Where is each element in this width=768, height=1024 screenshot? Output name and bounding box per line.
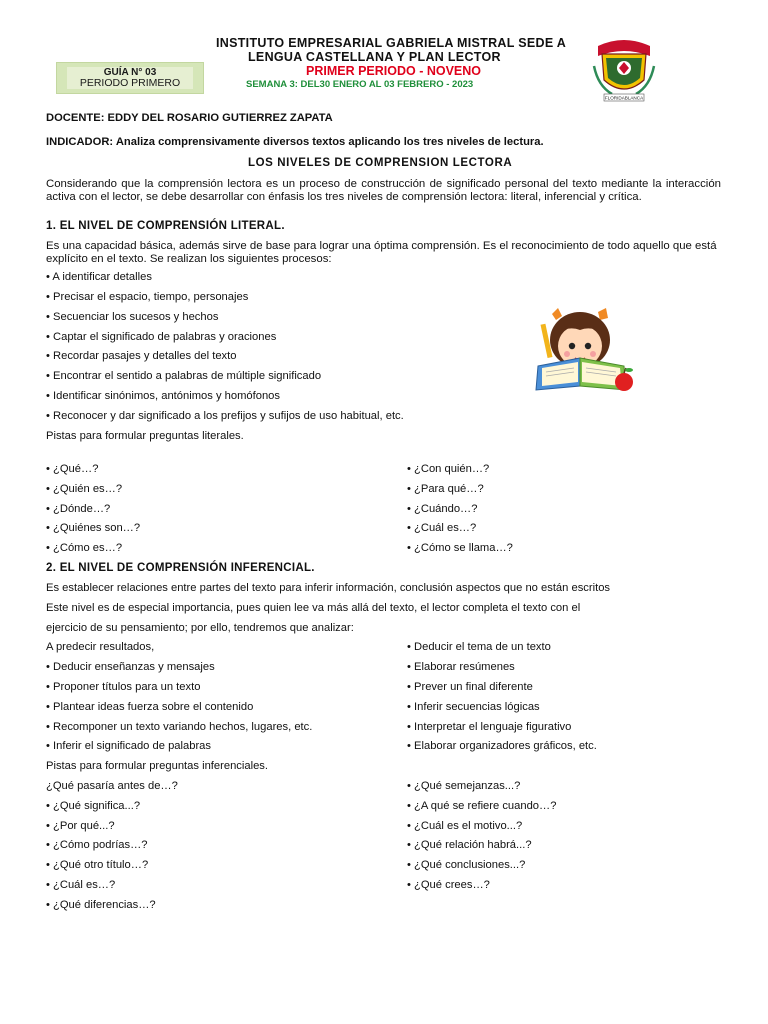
inferencial-question: • ¿Qué significa...? [46, 800, 141, 812]
literal-description: Es una capacidad básica, además sirve de base para lograr una óptima comprensión. Es el reconocimiento de todo aquello que está explícito en el texto. Se realizan los siguientes procesos: [46, 240, 717, 265]
inferencial-question: • ¿Qué semejanzas...? [407, 780, 521, 792]
inferencial-item: • Recomponer un texto variando hechos, lugares, etc. [46, 721, 313, 733]
inferencial-question: • ¿Cómo podrías…? [46, 839, 148, 851]
guia-number: GUÍA N° 03 [103, 67, 157, 78]
section-literal-number: 1 [46, 220, 53, 232]
girl-reading-illustration [530, 306, 642, 396]
literal-item: • Encontrar el sentido a palabras de múltiple significado [46, 370, 322, 382]
indicador-value: Analiza comprensivamente diversos textos aplicando los tres niveles de lectura. [115, 136, 544, 148]
main-title: LOS NIVELES DE COMPRENSION LECTORA [248, 157, 513, 169]
inferencial-question: • ¿Qué otro título…? [46, 859, 149, 871]
inferencial-description: ejercicio de su pensamiento; por ello, tendremos que analizar: [46, 622, 354, 634]
literal-item: • Precisar el espacio, tiempo, personajes [46, 291, 249, 303]
literal-item: • Reconocer y dar significado a los prefijos y sufijos de uso habitual, etc. [46, 410, 404, 422]
literal-question: • ¿Dónde…? [46, 503, 111, 515]
inferencial-question: • ¿Qué crees…? [407, 879, 490, 891]
literal-pistas: Pistas para formular preguntas literales. [46, 430, 244, 442]
inferencial-description: Este nivel es de especial importancia, pues quien lee va más allá del texto, el lector completa el texto con el [46, 602, 581, 614]
inferencial-item: • Prever un final diferente [407, 681, 533, 693]
inferencial-item: • Inferir secuencias lógicas [407, 701, 540, 713]
inferencial-item: A predecir resultados, [46, 641, 155, 653]
school-name: INSTITUTO EMPRESARIAL GABRIELA MISTRAL SEDE A [216, 36, 567, 50]
literal-question: • ¿Quién es…? [46, 483, 123, 495]
section-inferencial-title [46, 562, 315, 574]
inferencial-pistas: Pistas para formular preguntas inferenciales. [46, 760, 268, 772]
inferencial-question: • ¿Por qué...? [46, 820, 115, 832]
inferencial-item: • Inferir el significado de palabras [46, 740, 211, 752]
literal-question: • ¿Qué…? [46, 463, 99, 475]
section-literal-heading: . EL NIVEL DE COMPRENSIÓN LITERAL. [52, 220, 285, 232]
docente-label: DOCENTE: [46, 112, 105, 124]
inferencial-question: ¿Qué pasaría antes de…? [46, 780, 178, 792]
literal-question: • ¿Quiénes son…? [46, 522, 141, 534]
section-literal-title [46, 220, 285, 232]
inferencial-question: • ¿Qué diferencias…? [46, 899, 156, 911]
inferencial-question: • ¿Qué relación habrá...? [407, 839, 532, 851]
inferencial-item: • Proponer títulos para un texto [46, 681, 201, 693]
literal-question: • ¿Cuál es…? [407, 522, 477, 534]
inferencial-question: • ¿A qué se refiere cuando…? [407, 800, 557, 812]
literal-question: • ¿Con quién…? [407, 463, 490, 475]
literal-question: • ¿Cómo es…? [46, 542, 123, 554]
guia-period: PERIODO PRIMERO [79, 77, 181, 89]
literal-question: • ¿Para qué…? [407, 483, 484, 495]
school-crest-logo [592, 36, 656, 104]
indicador-label: INDICADOR: [46, 136, 114, 148]
literal-item: • Captar el significado de palabras y oraciones [46, 331, 277, 343]
inferencial-question: • ¿Cuál es el motivo...? [407, 820, 523, 832]
docente-value: EDDY DEL ROSARIO GUTIERREZ ZAPATA [107, 112, 333, 124]
inferencial-question: • ¿Cuál es…? [46, 879, 116, 891]
logo-text: FLORIDABLANCA [604, 95, 644, 101]
subject-title: LENGUA CASTELLANA Y PLAN LECTOR [248, 50, 501, 64]
inferencial-item: • Elaborar resúmenes [407, 661, 515, 673]
literal-item: • Identificar sinónimos, antónimos y homófonos [46, 390, 280, 402]
inferencial-description: Es establecer relaciones entre partes del texto para inferir información, conclusión aspectos que no están escritos [46, 582, 611, 594]
inferencial-item: • Interpretar el lenguaje figurativo [407, 721, 572, 733]
guia-box [56, 62, 204, 94]
inferencial-item: • Plantear ideas fuerza sobre el contenido [46, 701, 254, 713]
section-inferencial-number: 2 [46, 562, 53, 574]
literal-question: • ¿Cómo se llama…? [407, 542, 513, 554]
inferencial-question: • ¿Qué conclusiones...? [407, 859, 526, 871]
literal-item: • A identificar detalles [46, 271, 152, 283]
inferencial-item: • Deducir enseñanzas y mensajes [46, 661, 215, 673]
inferencial-item: • Deducir el tema de un texto [407, 641, 551, 653]
docente-line [46, 112, 333, 124]
week-label: SEMANA 3: DEL30 ENERO AL 03 FEBRERO - 2023 [246, 79, 474, 90]
literal-item: • Secuenciar los sucesos y hechos [46, 311, 219, 323]
indicador-line [46, 136, 544, 148]
period-title: PRIMER PERIODO - NOVENO [306, 64, 482, 78]
section-inferencial-heading: . EL NIVEL DE COMPRENSIÓN INFERENCIAL. [52, 562, 315, 574]
literal-question: • ¿Cuándo…? [407, 503, 478, 515]
intro-paragraph: Considerando que la comprensión lectora es un proceso de construcción de significado personal del texto mediante la interacción activa con el lector, se debe desarrollar con énfasis los tres niveles de comprensión lectora: literal, inferencial y crítica. [46, 178, 721, 203]
inferencial-item: • Elaborar organizadores gráficos, etc. [407, 740, 597, 752]
literal-item: • Recordar pasajes y detalles del texto [46, 350, 237, 362]
